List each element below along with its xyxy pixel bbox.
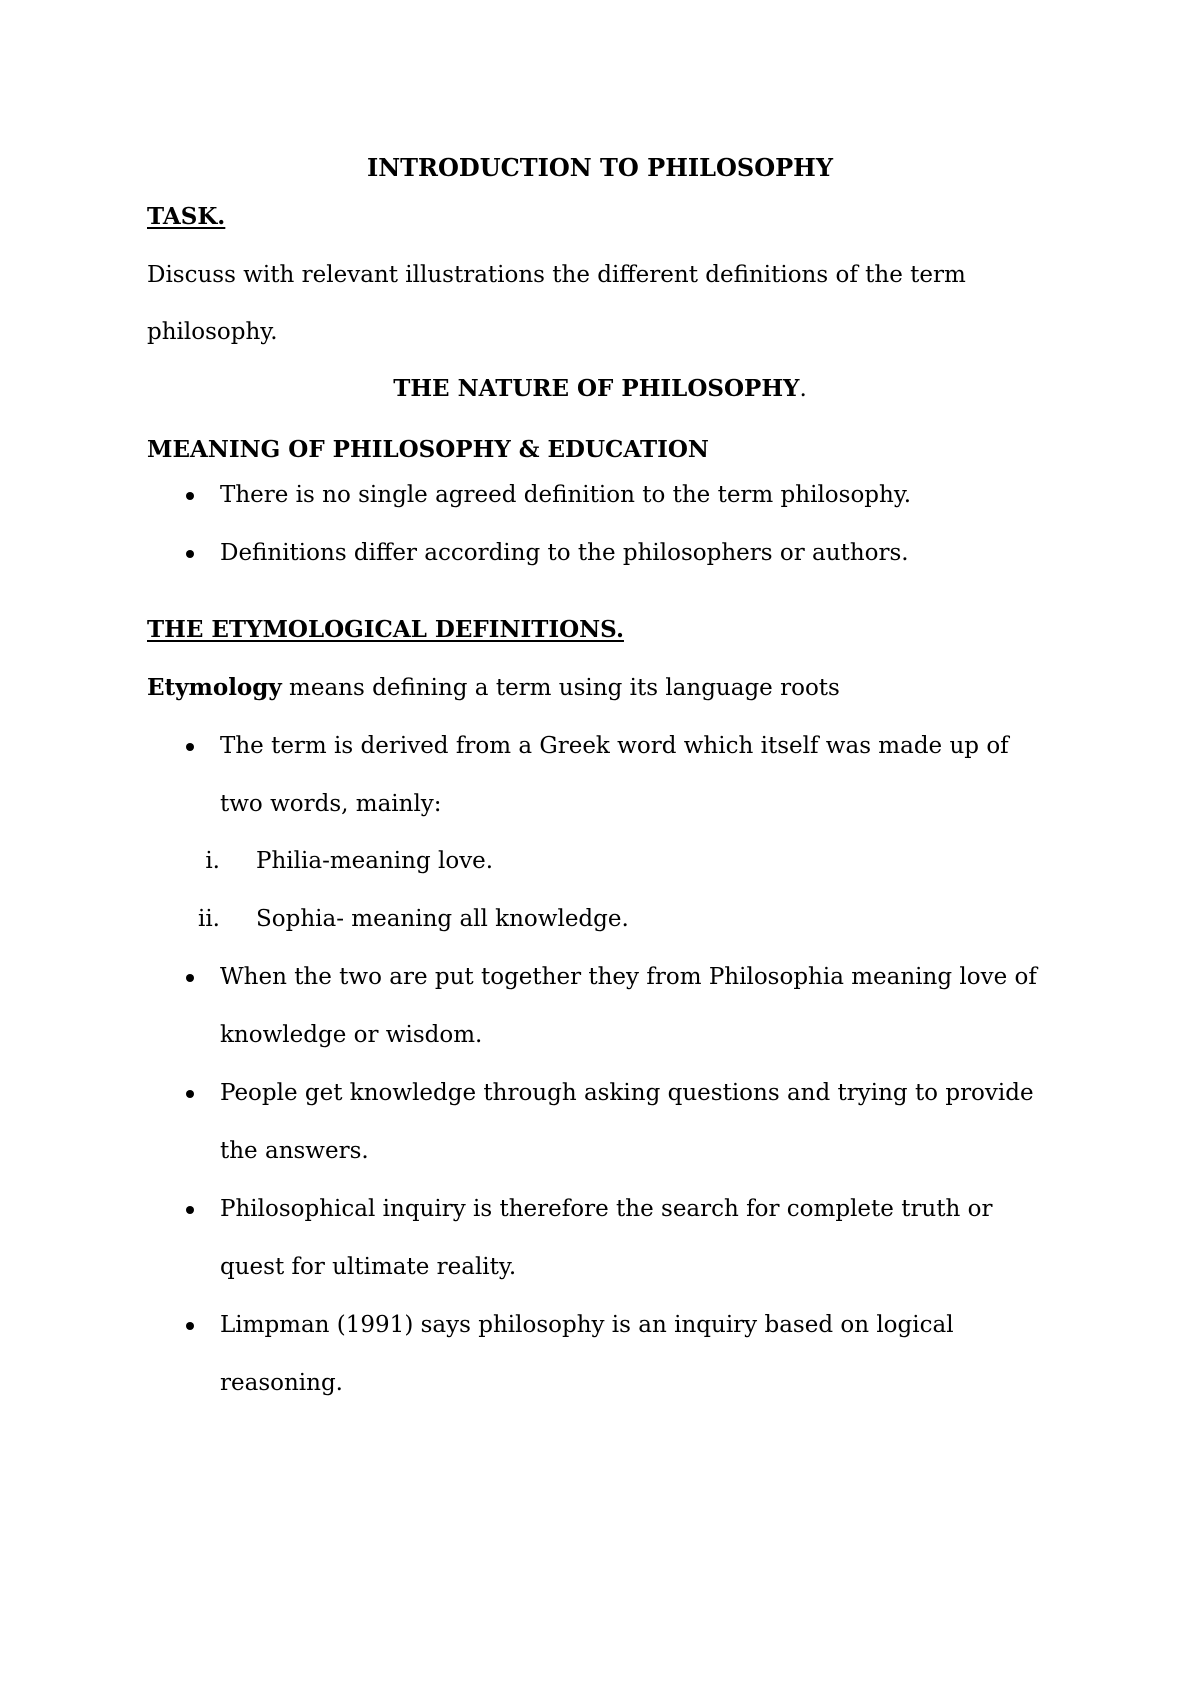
bullet-icon	[186, 1322, 194, 1330]
task-text-line-2: philosophy.	[147, 319, 278, 345]
etymology-text: means defining a term using its language roots	[281, 675, 840, 701]
bullet-icon	[186, 1206, 194, 1214]
meaning-bullet-2: Definitions differ according to the philosophers or authors.	[220, 540, 909, 566]
roman-marker-1: i.	[205, 848, 220, 874]
bullet-inquiry-line-1: Philosophical inquiry is therefore the search for complete truth or	[220, 1196, 993, 1222]
bullet-inquiry-line-2: quest for ultimate reality.	[220, 1254, 517, 1280]
task-heading: TASK.	[147, 203, 226, 230]
nature-heading-period: .	[799, 376, 807, 402]
bullet-questions-line-2: the answers.	[220, 1138, 369, 1164]
etymology-term: Etymology	[147, 674, 282, 701]
etymology-definition	[147, 674, 840, 702]
roman-marker-2: ii.	[197, 906, 220, 932]
task-text-line-1: Discuss with relevant illustrations the different definitions of the term	[147, 262, 966, 288]
etym-bullet-1-line-2: two words, mainly:	[220, 791, 442, 817]
bullet-limpman-line-1: Limpman (1991) says philosophy is an inquiry based on logical	[220, 1312, 954, 1338]
bullet-icon	[186, 550, 194, 558]
roman-item-2: Sophia- meaning all knowledge.	[256, 906, 629, 932]
bullet-icon	[186, 743, 194, 751]
bullet-limpman-line-2: reasoning.	[220, 1370, 343, 1396]
bullet-questions-line-1: People get knowledge through asking questions and trying to provide	[220, 1080, 1034, 1106]
nature-heading	[0, 375, 1200, 403]
meaning-bullet-1: There is no single agreed definition to the term philosophy.	[220, 482, 912, 508]
etymological-heading: THE ETYMOLOGICAL DEFINITIONS.	[147, 616, 624, 643]
meaning-heading: MEANING OF PHILOSOPHY & EDUCATION	[147, 436, 709, 463]
roman-item-1: Philia-meaning love.	[256, 848, 494, 874]
bullet-philosophia-line-2: knowledge or wisdom.	[220, 1022, 483, 1048]
bullet-icon	[186, 1090, 194, 1098]
document-title: INTRODUCTION TO PHILOSOPHY	[367, 153, 833, 182]
bullet-philosophia-line-1: When the two are put together they from Philosophia meaning love of	[220, 964, 1037, 990]
etym-bullet-1-line-1: The term is derived from a Greek word which itself was made up of	[220, 733, 1009, 759]
bullet-icon	[186, 492, 194, 500]
nature-heading-text: THE NATURE OF PHILOSOPHY	[393, 375, 800, 402]
bullet-icon	[186, 974, 194, 982]
